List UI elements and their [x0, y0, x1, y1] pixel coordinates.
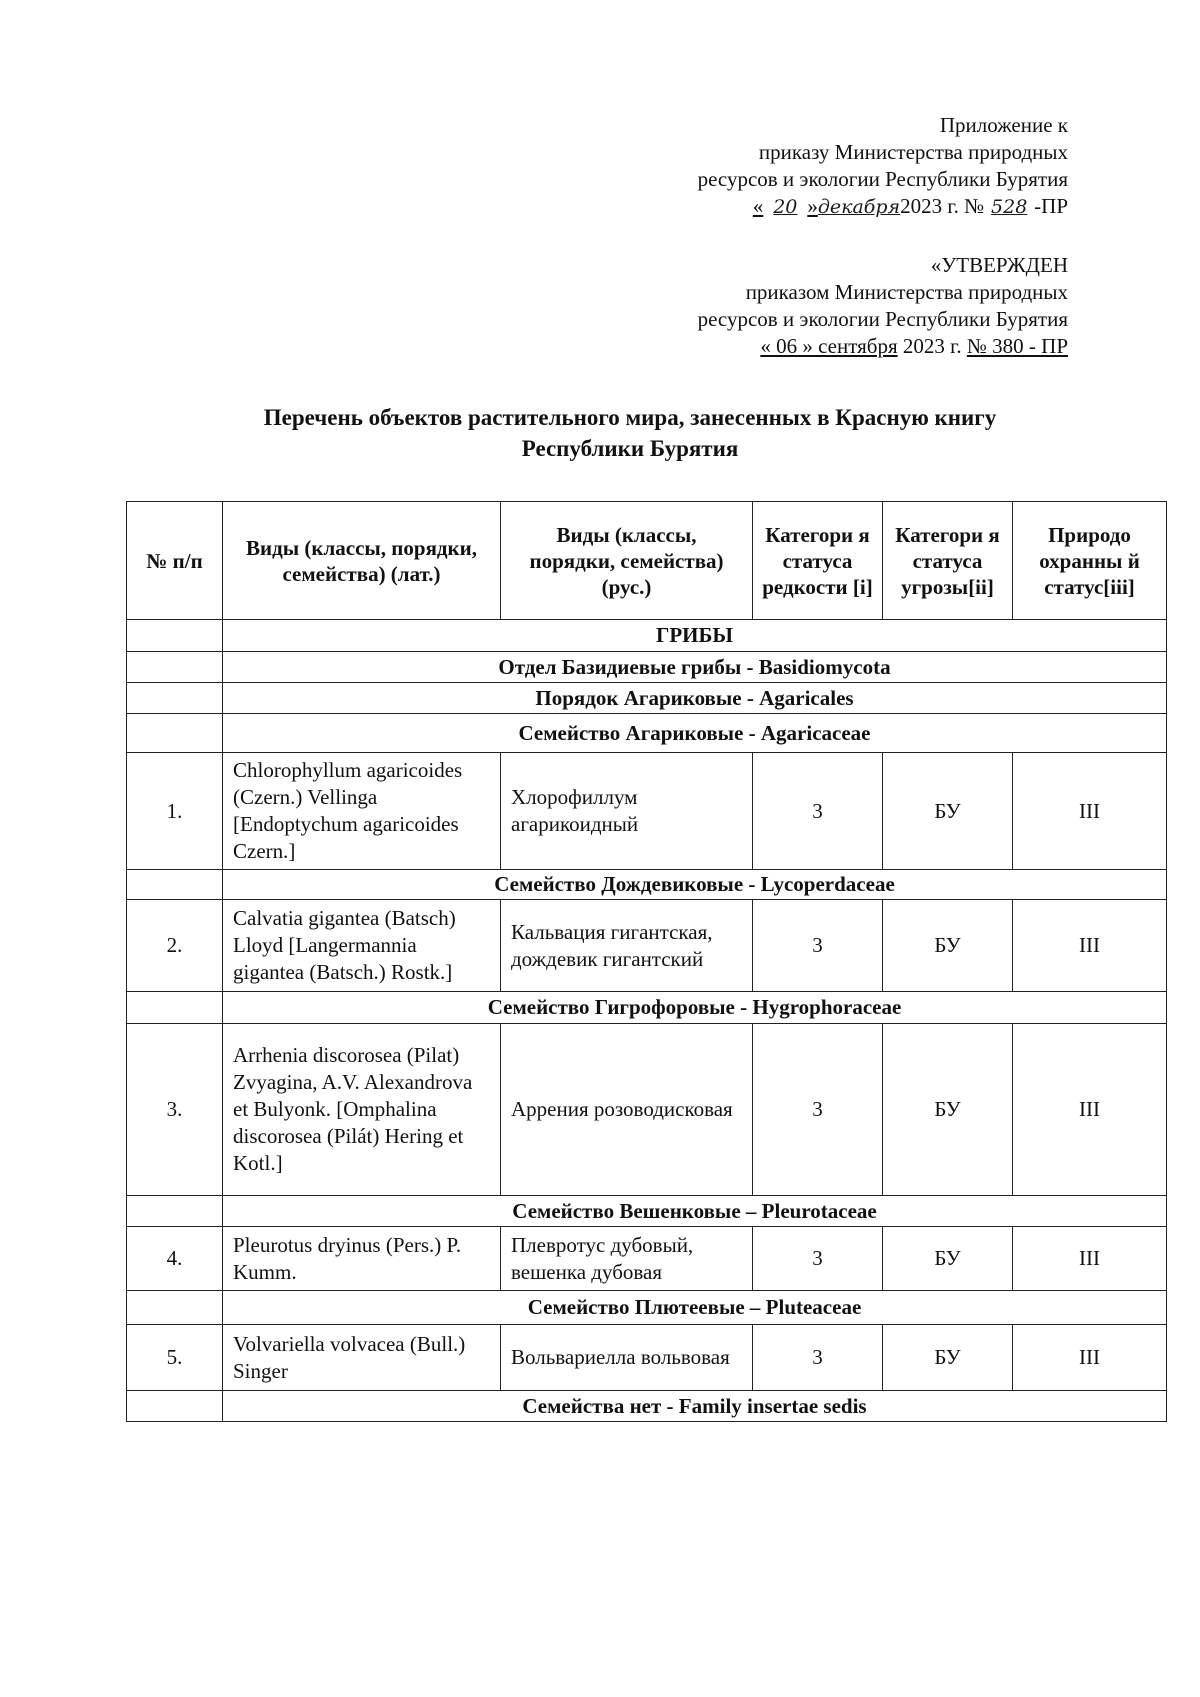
appendix-year: 2023 г. №	[900, 194, 985, 218]
header-num: № п/п	[127, 502, 223, 620]
header-rus: Виды (классы, порядки, семейства) (рус.)	[501, 502, 753, 620]
header-lat: Виды (классы, порядки, семейства) (лат.)	[223, 502, 501, 620]
approved-line-1: «УТВЕРЖДЕН	[930, 253, 1068, 277]
russian-name: Аррения розоводисковая	[501, 1024, 753, 1196]
appendix-suffix: -ПР	[1034, 194, 1068, 218]
order-label: Порядок Агариковые - Agaricales	[223, 683, 1167, 714]
family-row	[127, 870, 1167, 900]
appendix-handwritten-day: 20	[773, 196, 798, 218]
latin-name: Volvariella volvacea (Bull.) Singer	[223, 1325, 501, 1391]
russian-name: Хлорофиллум агарикоидный	[501, 753, 753, 870]
family-label: Семейство Плютеевые – Pluteaceae	[223, 1291, 1167, 1325]
kingdom-label: ГРИБЫ	[223, 620, 1167, 652]
approved-number: № 380 - ПР	[966, 334, 1068, 358]
protection-status: III	[1013, 753, 1167, 870]
appendix-date-open: «	[752, 194, 764, 218]
family-row	[127, 714, 1167, 753]
appendix-handwritten-month: декабря	[817, 196, 901, 218]
approved-date-line	[698, 333, 1068, 360]
appendix-line-2: приказу Министерства природных	[758, 140, 1068, 164]
latin-name: Arrhenia discorosea (Pilat) Zvyagina, A.V. Alexandrova et Bulyonk. [Omphalina discorosea (Pilát) Hering et Kotl.]	[223, 1024, 501, 1196]
approved-header	[698, 252, 1068, 360]
family-label: Семейство Дождевиковые - Lycoperdaceae	[223, 870, 1167, 900]
family-row	[127, 1196, 1167, 1227]
row-number: 5.	[127, 1325, 223, 1391]
family-label: Семейства нет - Family insertae sedis	[223, 1391, 1167, 1422]
latin-name: Pleurotus dryinus (Pers.) P. Kumm.	[223, 1227, 501, 1291]
family-row	[127, 992, 1167, 1024]
appendix-date-line	[698, 193, 1068, 221]
approved-line-2: приказом Министерства природных	[745, 280, 1068, 304]
protection-status: III	[1013, 1024, 1167, 1196]
division-label: Отдел Базидиевые грибы - Basidiomycota	[223, 652, 1167, 683]
rarity-category: 3	[753, 1227, 883, 1291]
protection-status: III	[1013, 1325, 1167, 1391]
threat-category: БУ	[883, 1024, 1013, 1196]
header-rarity: Категори я статуса редкости [i]	[753, 502, 883, 620]
threat-category: БУ	[883, 1325, 1013, 1391]
latin-name: Chlorophyllum agaricoides (Czern.) Vellinga [Endoptychum agaricoides Czern.]	[223, 753, 501, 870]
approved-line-3: ресурсов и экологии Республики Бурятия	[697, 307, 1068, 331]
family-row	[127, 1391, 1167, 1422]
table-row	[127, 1227, 1167, 1291]
order-row	[127, 683, 1167, 714]
row-number: 3.	[127, 1024, 223, 1196]
document-title-line-2: Республики Бурятия	[521, 436, 739, 461]
threat-category: БУ	[883, 1227, 1013, 1291]
rarity-category: 3	[753, 753, 883, 870]
appendix-line-1: Приложение к	[939, 113, 1068, 137]
appendix-date-close: »	[807, 194, 818, 218]
row-number: 2.	[127, 900, 223, 992]
rarity-category: 3	[753, 1325, 883, 1391]
table-row	[127, 1024, 1167, 1196]
table-header-row	[127, 502, 1167, 620]
russian-name: Плевротус дубовый, вешенка дубовая	[501, 1227, 753, 1291]
table-row	[127, 753, 1167, 870]
row-number: 4.	[127, 1227, 223, 1291]
kingdom-row	[127, 620, 1167, 652]
document-title-line-1: Перечень объектов растительного мира, занесенных в Красную книгу	[263, 405, 997, 430]
division-row	[127, 652, 1167, 683]
russian-name: Вольвариелла вольвовая	[501, 1325, 753, 1391]
approved-date: « 06 » сентября	[760, 334, 898, 358]
row-number: 1.	[127, 753, 223, 870]
rarity-category: 3	[753, 900, 883, 992]
approved-year: 2023 г.	[897, 334, 967, 358]
appendix-header	[698, 112, 1068, 221]
table-row	[127, 900, 1167, 992]
family-label: Семейство Вешенковые – Pleurotaceae	[223, 1196, 1167, 1227]
family-label: Семейство Агариковые - Agaricaceae	[223, 714, 1167, 753]
species-table	[126, 501, 1167, 1422]
protection-status: III	[1013, 1227, 1167, 1291]
latin-name: Calvatia gigantea (Batsch) Lloyd [Langermannia gigantea (Batsch.) Rostk.]	[223, 900, 501, 992]
family-label: Семейство Гигрофоровые - Hygrophoraceae	[223, 992, 1167, 1024]
table-row	[127, 1325, 1167, 1391]
threat-category: БУ	[883, 753, 1013, 870]
header-protection: Природо охранны й статус[iii]	[1013, 502, 1167, 620]
appendix-line-3: ресурсов и экологии Республики Бурятия	[697, 167, 1068, 191]
family-row	[127, 1291, 1167, 1325]
russian-name: Кальвация гигантская, дождевик гигантский	[501, 900, 753, 992]
threat-category: БУ	[883, 900, 1013, 992]
rarity-category: 3	[753, 1024, 883, 1196]
appendix-handwritten-number: 528	[991, 196, 1028, 218]
document-title	[180, 402, 1080, 464]
protection-status: III	[1013, 900, 1167, 992]
header-threat: Категори я статуса угрозы[ii]	[883, 502, 1013, 620]
